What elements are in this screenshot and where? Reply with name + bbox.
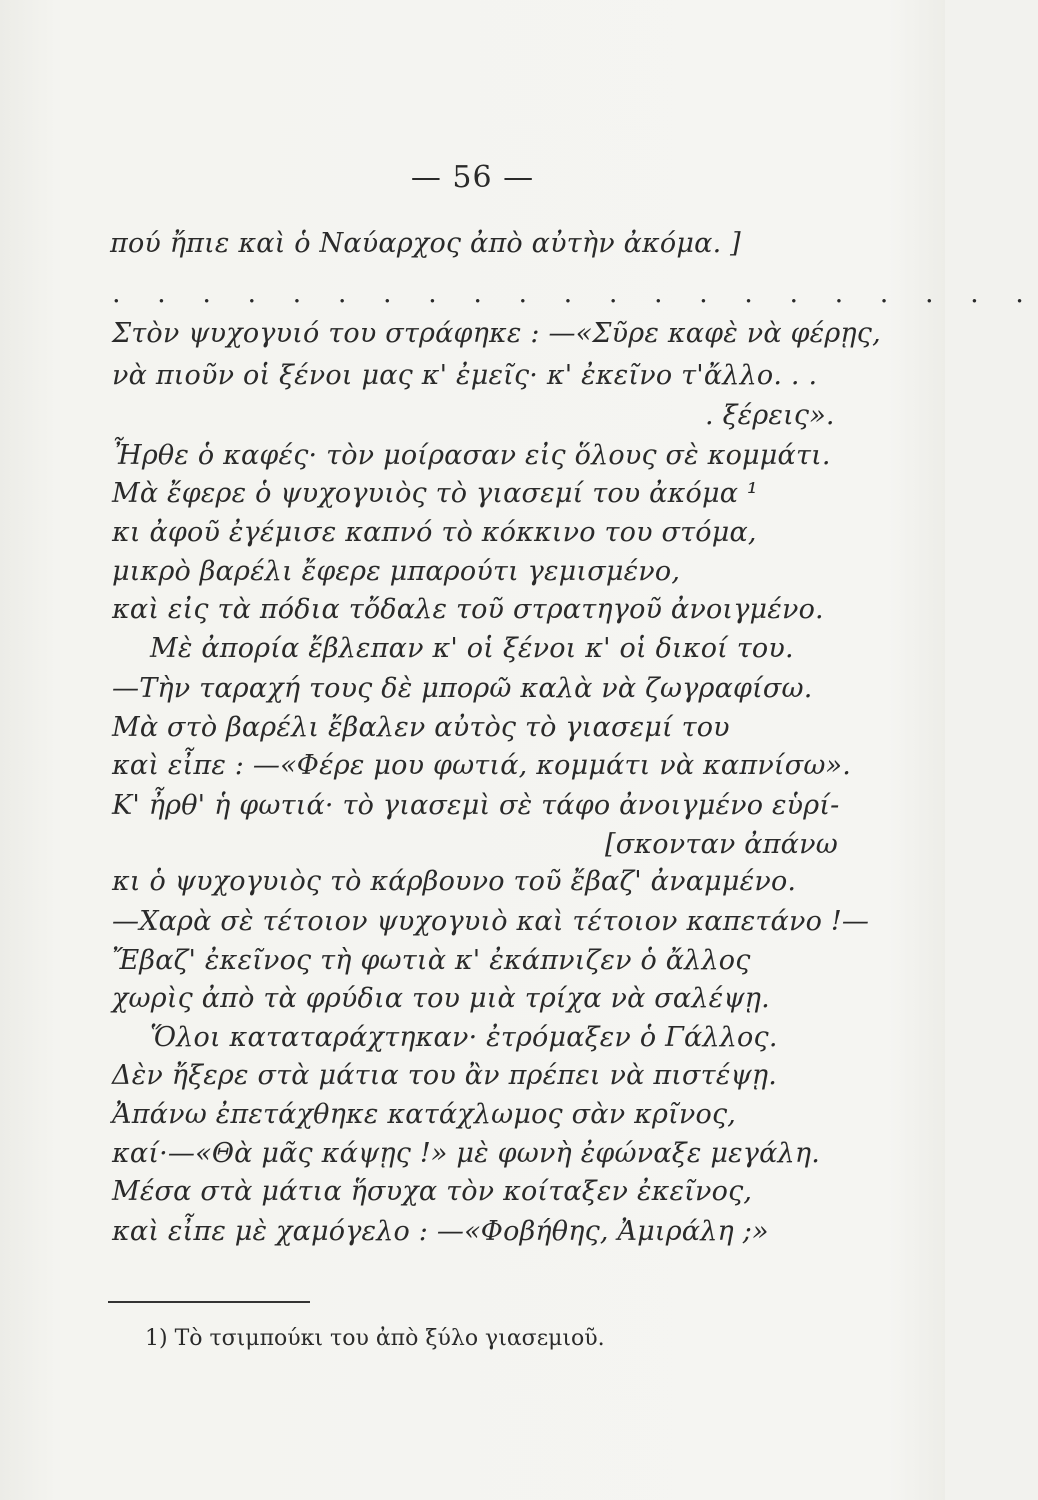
text-line-8: κι ἀφοῦ ἐγέμισε καπνό τὸ κόκκινο του στόμα,: [112, 517, 757, 548]
text-line-21: Ὅλοι καταταράχτηκαν· ἐτρόμαξεν ὁ Γάλλος.: [150, 1022, 778, 1053]
text-line-26: καὶ εἶπε μὲ χαμόγελο : —«Φοβήθης, Ἀμιράλη ;»: [112, 1216, 769, 1247]
text-line-3: Στὸν ψυχογυιό του στράφηκε : —«Σῦρε καφὲ νὰ φέρῃς,: [112, 318, 881, 349]
text-line-23: Ἀπάνω ἐπετάχθηκε κατάχλωμος σὰν κρῖνος,: [112, 1099, 737, 1130]
text-line-17: κι ὁ ψυχογυιὸς τὸ κάρβουνο τοῦ ἔβαζ' ἀναμμένο.: [112, 866, 797, 897]
text-line-5: . ξέρεις».: [705, 400, 835, 431]
text-line-7: Μὰ ἔφερε ὁ ψυχογυιὸς τὸ γιασεμί του ἀκόμα ¹: [112, 478, 758, 509]
text-line-25: Μέσα στὰ μάτια ἥσυχα τὸν κοίταξεν ἐκεῖνος,: [112, 1176, 753, 1207]
text-line-24: καί·—«Θὰ μᾶς κάψῃς !» μὲ φωνὴ ἐφώναξε μεγάλη.: [112, 1138, 820, 1169]
text-line-22: Δὲν ἤξερε στὰ μάτια του ἂν πρέπει νὰ πιστέψῃ.: [112, 1060, 778, 1091]
text-line-18: —Χαρὰ σὲ τέτοιον ψυχογυιὸ καὶ τέτοιον καπετάνο !—: [112, 906, 870, 937]
text-line-4: νὰ πιοῦν οἱ ξένοι μας κ' ἐμεῖς· κ' ἐκεῖνο τ'ἄλλο. . .: [112, 360, 818, 391]
ellipsis-row: . . . . . . . . . . . . . . . . . . . . .: [112, 278, 1038, 309]
text-line-20: χωρὶς ἀπὸ τὰ φρύδια του μιὰ τρίχα νὰ σαλέψῃ.: [112, 983, 770, 1014]
text-line-10: καὶ εἰς τὰ πόδια τὄδαλε τοῦ στρατηγοῦ ἀνοιγμένο.: [112, 594, 824, 625]
text-line-14: καὶ εἶπε : —«Φέρε μου φωτιά, κομμάτι νὰ καπνίσω».: [112, 750, 852, 781]
text-line-13: Μὰ στὸ βαρέλι ἔβαλεν αὐτὸς τὸ γιασεμί του: [112, 712, 730, 743]
text-line-9: μικρὸ βαρέλι ἔφερε μπαρούτι γεμισμένο,: [112, 556, 681, 587]
text-line-19: Ἔβαζ' ἐκεῖνος τὴ φωτιὰ κ' ἐκάπνιζεν ὁ ἄλλος: [112, 945, 751, 976]
page-number: — 56 —: [410, 160, 535, 195]
text-line-6: Ἦρθε ὁ καφές· τὸν μοίρασαν εἰς ὅλους σὲ κομμάτι.: [112, 440, 831, 471]
text-line-16: [σκονταν ἀπάνω: [605, 829, 838, 860]
text-line-11: Μὲ ἀπορία ἔβλεπαν κ' οἱ ξένοι κ' οἱ δικοί του.: [150, 633, 794, 664]
text-line-1: πού ἤπιε καὶ ὁ Ναύαρχος ἀπὸ αὐτὴν ἀκόμα. ]: [110, 228, 741, 259]
footnote-divider: [108, 1301, 310, 1303]
footnote: 1) Τὸ τσιμπούκι του ἀπὸ ξύλο γιασεμιοῦ.: [145, 1326, 605, 1351]
text-line-12: —Τὴν ταραχή τους δὲ μπορῶ καλὰ νὰ ζωγραφίσω.: [112, 673, 813, 704]
text-line-15: Κ' ἦρθ' ἡ φωτιά· τὸ γιασεμὶ σὲ τάφο ἀνοιγμένο εὑρί-: [112, 790, 840, 821]
